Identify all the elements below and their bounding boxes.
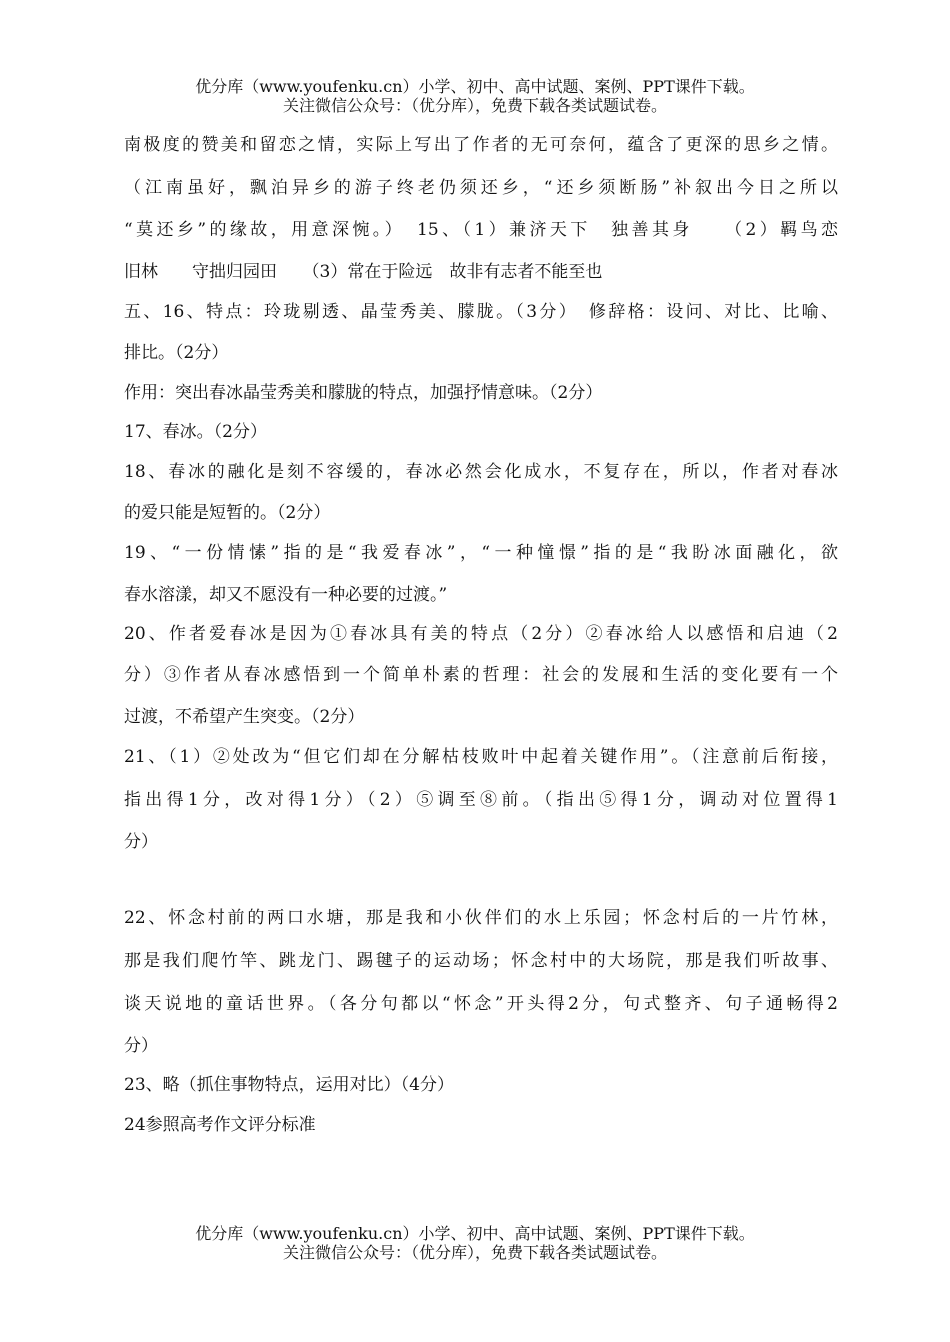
body-line: 作用：突出春冰晶莹秀美和朦胧的特点，加强抒情意味。（2分） xyxy=(124,383,603,403)
body-line: 22、怀念村前的两口水塘，那是我和小伙伴们的水上乐园；怀念村后的一片竹林， xyxy=(124,908,838,928)
body-line: 18、春冰的融化是刻不容缓的，春冰必然会化成水，不复存在，所以，作者对春冰 xyxy=(124,462,838,482)
footer-line-1: 优分库（www.youfenku.cn）小学、初中、高中试题、案例、PPT课件下载。 xyxy=(195,1224,755,1243)
body-line: 春水溶漾，却又不愿没有一种必要的过渡。” xyxy=(124,585,448,605)
body-line: “莫还乡”的缘故，用意深惋。） 15、（1）兼济天下 独善其身 （2）羁鸟恋 xyxy=(124,220,838,240)
body-line: （江南虽好，飘泊异乡的游子终老仍须还乡，“还乡须断肠”补叙出今日之所以 xyxy=(124,178,838,198)
body-line: 排比。（2分） xyxy=(124,343,229,363)
body-line: 24参照高考作文评分标准 xyxy=(124,1115,316,1135)
body-line: 过渡，不希望产生突变。（2分） xyxy=(124,707,365,727)
body-line: 分） xyxy=(124,832,158,852)
body-line: 谈天说地的童话世界。（各分句都以“怀念”开头得2分，句式整齐、句子通畅得2 xyxy=(124,994,838,1014)
body-line: 分）③作者从春冰感悟到一个简单朴素的哲理：社会的发展和生活的变化要有一个 xyxy=(124,665,838,685)
body-line: 五、16、特点：玲珑剔透、晶莹秀美、朦胧。（3分） 修辞格：设问、对比、比喻、 xyxy=(124,302,838,322)
body-line: 20、作者爱春冰是因为①春冰具有美的特点（2分）②春冰给人以感悟和启迪（2 xyxy=(124,624,838,644)
body-line: 21、（1）②处改为“但它们却在分解枯枝败叶中起着关键作用”。（注意前后衔接， xyxy=(124,747,838,767)
body-line: 分） xyxy=(124,1036,158,1056)
body-line: 23、略（抓住事物特点，运用对比）（4分） xyxy=(124,1075,454,1095)
page-footer xyxy=(0,1224,950,1262)
page-header xyxy=(0,77,950,115)
body-line: 的爱只能是短暂的。（2分） xyxy=(124,503,331,523)
body-line: 那是我们爬竹竿、跳龙门、踢毽子的运动场；怀念村中的大场院，那是我们听故事、 xyxy=(124,951,838,971)
header-line-2: 关注微信公众号：（优分库），免费下载各类试题试卷。 xyxy=(282,96,667,115)
body-line: 17、春冰。（2分） xyxy=(124,422,267,442)
body-line: 南极度的赞美和留恋之情，实际上写出了作者的无可奈何，蕴含了更深的思乡之情。 xyxy=(124,135,838,155)
footer-line-2: 关注微信公众号：（优分库），免费下载各类试题试卷。 xyxy=(282,1243,667,1262)
body-line: 旧林 守拙归园田 （3）常在于险远 故非有志者不能至也 xyxy=(124,262,603,282)
header-line-1: 优分库（www.youfenku.cn）小学、初中、高中试题、案例、PPT课件下载。 xyxy=(195,77,755,96)
body-line: 19、“一份情愫”指的是“我爱春冰”，“一种憧憬”指的是“我盼冰面融化，欲 xyxy=(124,543,838,563)
body-line: 指出得1分，改对得1分）（2）⑤调至⑧前。（指出⑤得1分，调动对位置得1 xyxy=(124,790,838,810)
